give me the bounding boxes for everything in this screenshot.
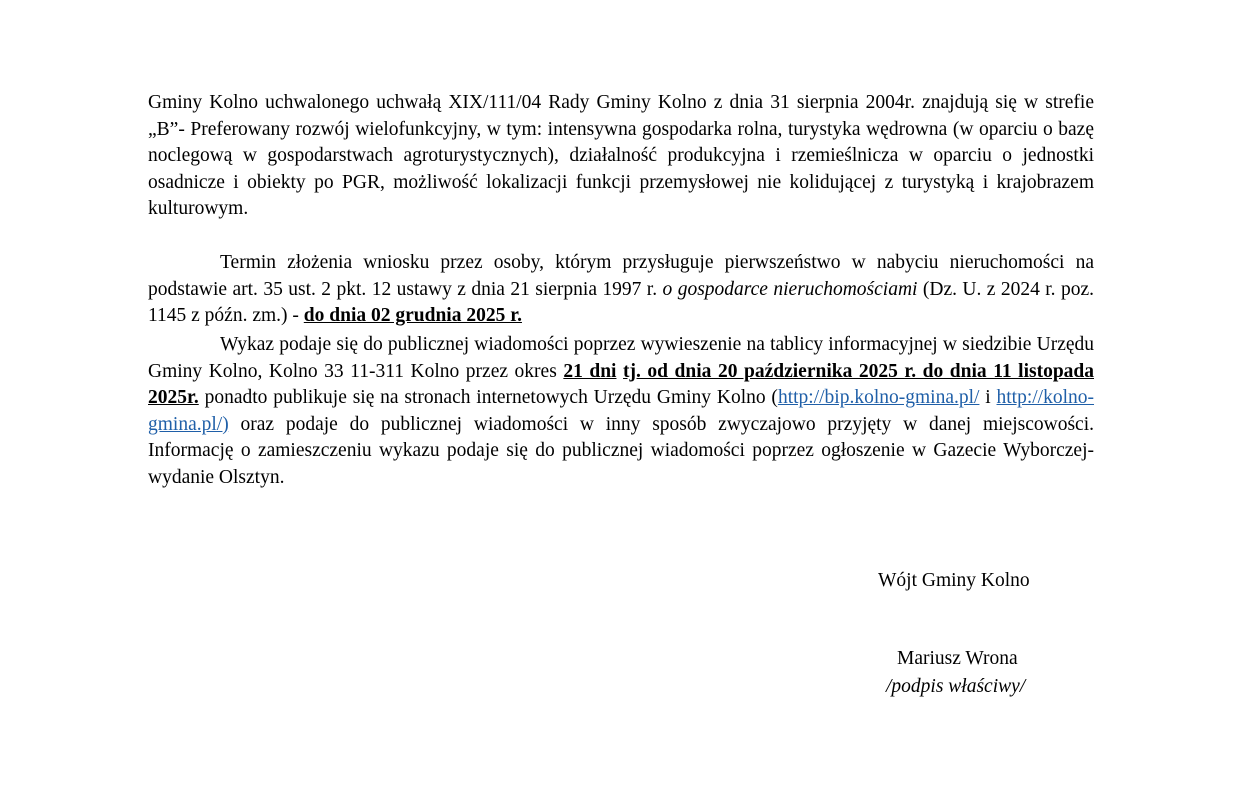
bip-link[interactable]: http://bip.kolno-gmina.pl/ — [777, 387, 980, 409]
paragraph-publication — [148, 332, 1094, 492]
signature-title: Wójt Gminy Kolno — [878, 570, 1030, 591]
signature-note: /podpis właściwy/ — [886, 676, 1026, 697]
paragraph-zoning — [148, 90, 1094, 223]
paragraph-zoning-text: Gminy Kolno uchwalonego uchwałą XIX/111/04 Rady Gminy Kolno z dnia 31 sierpnia 2004r. znajdują się w strefie „B”- Preferowany rozwój wielofunkcyjny, w tym: intensywna gospodarka rolna, turystyka wędrowna (w oparciu o bazę noclegową w gospodarstwach agroturystycznych), działalność produkcyjna i rzemieślnicza w oparciu o jednostki osadnicze i obiekty po PGR, możliwość lokalizacji funkcji przemysłowej nie kolidującej z turystyką i krajobrazem kulturowym. — [148, 92, 1094, 220]
signature-name: Mariusz Wrona — [897, 648, 1018, 669]
publication-period-days: 21 dni — [563, 360, 617, 382]
publication-intro-text: Wykaz podaje się do publicznej wiadomości poprzez wywieszenie na tablicy informacyjnej w siedzibie Urzędu Gminy Kolno, Kolno 33 11-311 Kolno przez okres — [148, 334, 1094, 382]
publication-closing-text: oraz podaje do publicznej wiadomości w inny sposób zwyczajowo przyjęty w danej miejscowości. Informację o zamieszczeniu wykazu podaje się do publicznej wiadomości poprzez ogłoszenie w Gazecie Wyborczej- wydanie Olsztyn. — [148, 413, 1094, 488]
website-link[interactable]: http://kolno-gmina.pl/) — [148, 387, 1095, 435]
deadline-intro-text: Termin złożenia wniosku przez osoby, którym przysługuje pierwszeństwo w nabyciu nieruchomości na podstawie art. 35 ust. 2 pkt. 12 ustawy z dnia 21 sierpnia 1997 r. — [148, 252, 1094, 300]
publication-period-range: tj. od dnia 20 października 2025 r. do dnia 11 listopada 2025r. — [148, 360, 1095, 409]
paragraph-application-deadline — [148, 250, 1094, 330]
websites-intro-text: ponadto publikuje się na stronach internetowych Urzędu Gminy Kolno ( — [198, 387, 778, 409]
deadline-date: do dnia 02 grudnia 2025 r. — [303, 305, 522, 327]
act-title-italic: o gospodarce nieruchomościami — [662, 278, 918, 300]
journal-reference-text: (Dz. U. z 2024 r. poz. 1145 z późn. zm.) - — [148, 278, 1094, 327]
link-separator-text: i — [979, 387, 997, 409]
